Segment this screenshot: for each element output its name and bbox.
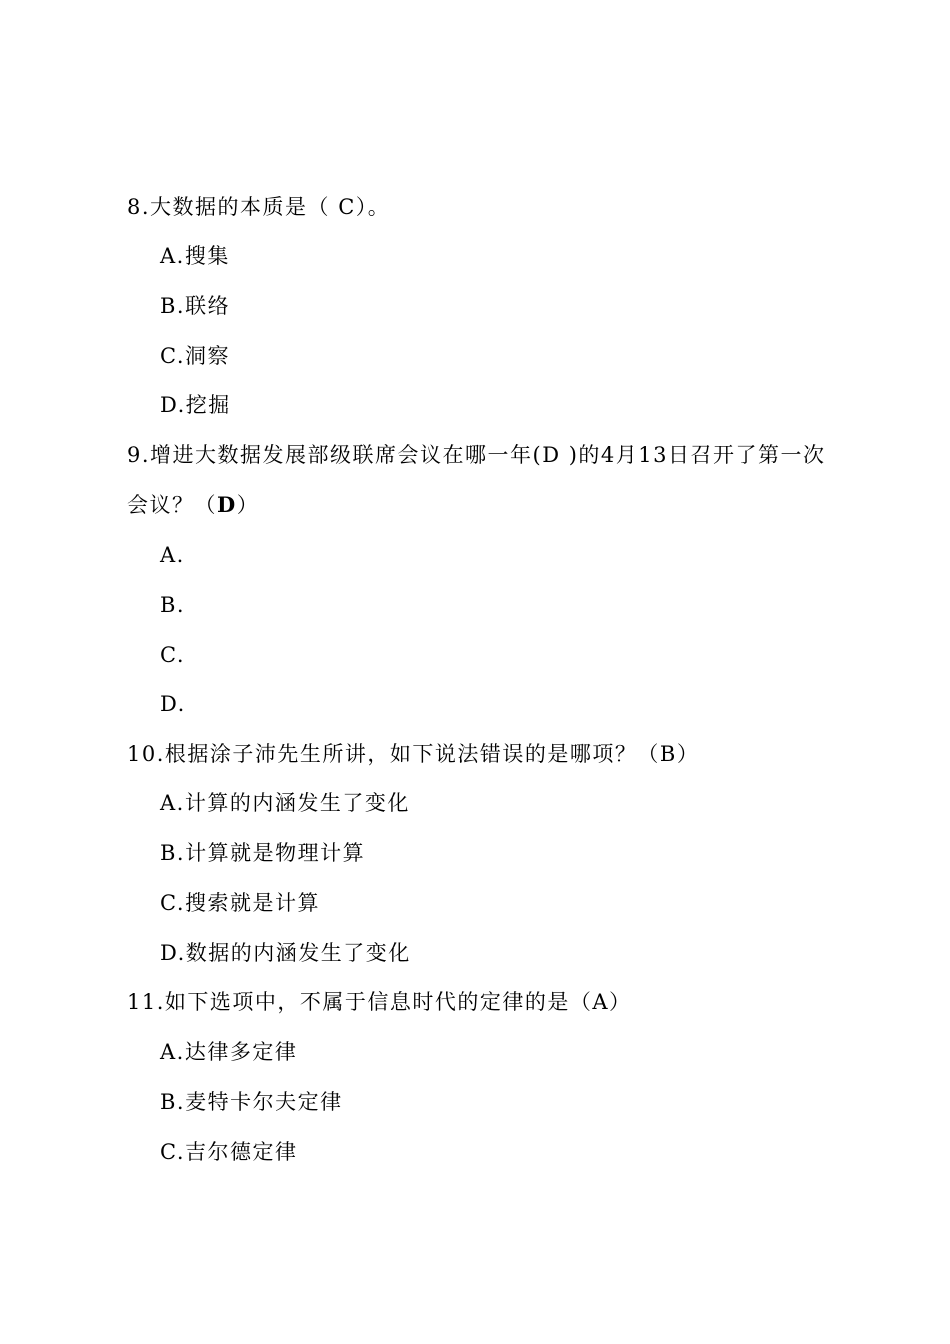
question-9-option-b: B. (160, 593, 186, 617)
question-11-option-a: A.达律多定律 (160, 1040, 298, 1064)
question-8-option-d: D.挖掘 (160, 393, 231, 417)
question-9-stem-prefix: 会议？（ (127, 493, 217, 517)
question-9-option-c: C. (160, 643, 185, 667)
question-9-stem-line2 (127, 490, 259, 520)
question-8-option-b: B.联络 (160, 294, 231, 318)
question-11-option-b: B.麦特卡尔夫定律 (160, 1090, 343, 1114)
question-10-option-a: A.计算的内涵发生了变化 (160, 791, 410, 815)
question-9-option-d: D. (160, 692, 186, 716)
question-11-option-c: C.吉尔德定律 (160, 1140, 298, 1164)
question-9-stem-line1: 9.增进大数据发展部级联席会议在哪一年(D )的4月13日召开了第一次 (127, 443, 826, 467)
question-10-option-b: B.计算就是物理计算 (160, 841, 366, 865)
question-9-option-a: A. (160, 543, 185, 567)
question-11-stem: 11.如下选项中，不属于信息时代的定律的是（A） (127, 990, 632, 1014)
question-8-stem: 8.大数据的本质是（ C）。 (127, 195, 391, 219)
question-10-option-c: C.搜索就是计算 (160, 891, 320, 915)
question-8-option-c: C.洞察 (160, 344, 230, 368)
question-9-answer: D (217, 492, 237, 517)
question-9-stem-suffix: ） (236, 493, 260, 517)
question-8-option-a: A.搜集 (160, 244, 230, 268)
question-10-stem: 10.根据涂子沛先生所讲，如下说法错误的是哪项？（B） (127, 742, 700, 766)
question-10-option-d: D.数据的内涵发生了变化 (160, 941, 411, 965)
